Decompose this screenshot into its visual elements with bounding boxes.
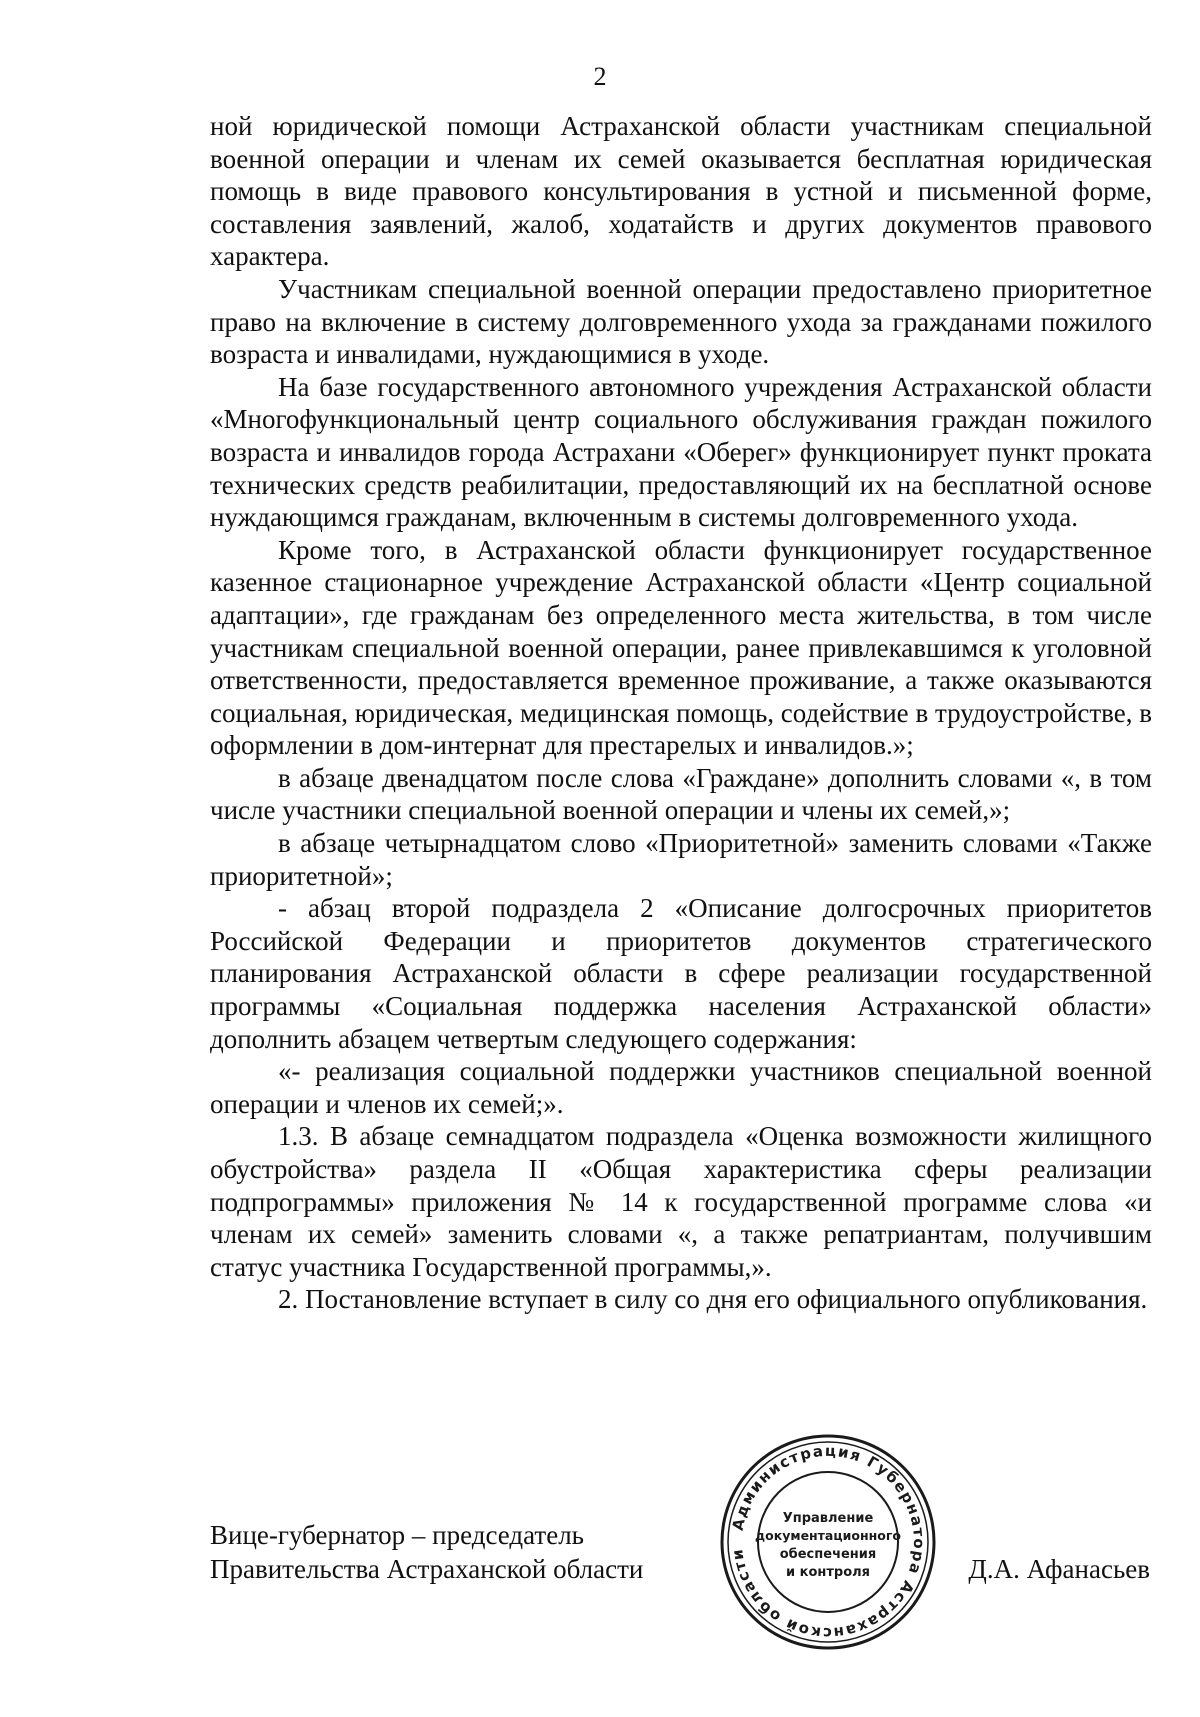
seal-center-line: документационного (755, 1528, 901, 1543)
paragraph: в абзаце четырнадцатом слово «Приоритетной» заменить словами «Также приоритетной»; (210, 828, 1152, 891)
seal-ring-text: Администрация Губернатора Астраханской области (728, 1441, 929, 1643)
seal-center-line: и контроля (785, 1565, 871, 1580)
paragraph: Кроме того, в Астраханской области функционирует государственное казенное стационарное учреждение Астраханской области «Центр социальной адаптации», где гражданам без определенного места жительства, в том числе участникам специальной военной операции, ранее привлекавшимся к уголовной ответственности, предоставляется временное проживание, а также оказываются социальная, юридическая, медицинская помощь, содействие в трудоустройстве, в оформлении в дом-интернат для престарелых и инвалидов.»; (210, 534, 1152, 761)
official-seal (718, 1432, 938, 1652)
paragraph-continuation: ной юридической помощи Астраханской области участникам специальной военной операции и членам их семей оказывается бесплатная юридическая помощь в виде правового консультирования в устной и письменной форме, составления заявлений, жалоб, ходатайств и других документов правового характера. (210, 111, 1152, 272)
paragraph: На базе государственного автономного учреждения Астраханской области «Многофункциональный центр социального обслуживания граждан пожилого возраста и инвалидов города Астрахани «Оберег» функционирует пункт проката технических средств реабилитации, предоставляющий их на бесплатной основе нуждающимся гражданам, включенным в системы долговременного ухода. (210, 371, 1152, 533)
signatory-name: Д.А. Афанасьев (968, 1554, 1150, 1584)
paragraph: «- реализация социальной поддержки участников специальной военной операции и членов их семей;». (210, 1056, 1152, 1119)
paragraph: в абзаце двенадцатом после слова «Граждане» дополнить словами «, в том числе участники специальной военной операции и члены их семей,»; (210, 762, 1152, 826)
signatory-title-line: Правительства Астраханской области (210, 1554, 644, 1584)
signatory-title (210, 1518, 643, 1586)
paragraph: - абзац второй подраздела 2 «Описание долгосрочных приоритетов Российской Федерации и приоритетов документов стратегического планирования Астраханской области в сфере реализации государственной программы «Социальная поддержка населения Астраханской области» дополнить абзацем четвертым следующего содержания: (210, 893, 1152, 1054)
document-body (210, 110, 1152, 1316)
paragraph: Участникам специальной военной операции предоставлено приоритетное право на включение в систему долговременного ухода за гражданами пожилого возраста и инвалидами, нуждающимися в уходе. (210, 273, 1152, 370)
seal-center-line: обеспечения (779, 1547, 877, 1562)
paragraph: 2. Постановление вступает в силу со дня его официального опубликования. (278, 1284, 1148, 1315)
seal-icon (718, 1432, 938, 1652)
signatory-title-line: Вице-губернатор – председатель (210, 1520, 584, 1550)
page-number: 2 (593, 62, 607, 91)
seal-center-line: Управление (782, 1511, 874, 1526)
paragraph: 1.3. В абзаце семнадцатом подраздела «Оценка возможности жилищного обустройства» раздела II «Общая характеристика сферы реализации подпрограммы» приложения № 14 к государственной программе слова «и членам их семей» заменить словами «, а также репатриантам, получившим статус участника Государственной программы,». (210, 1121, 1152, 1282)
